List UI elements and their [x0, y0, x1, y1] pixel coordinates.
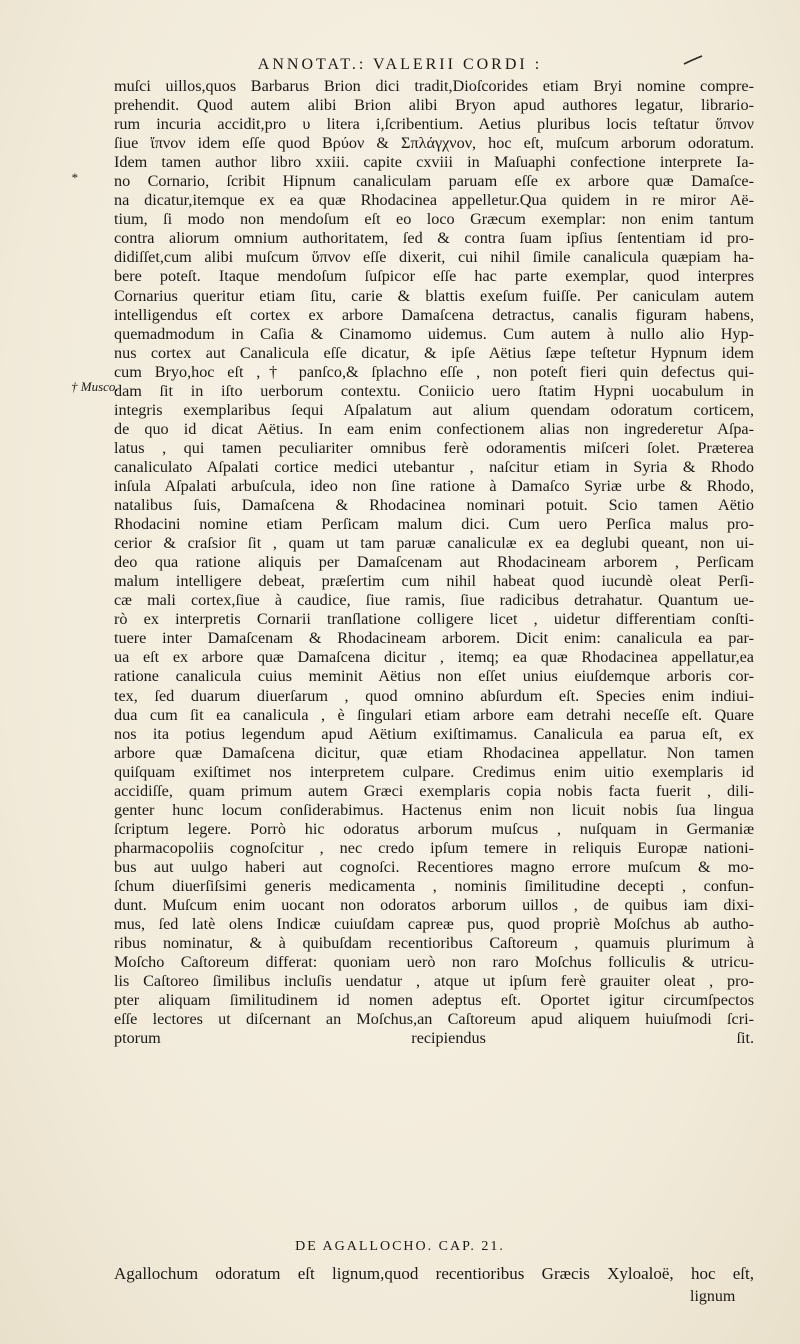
pen-stroke-mark: [682, 54, 704, 66]
text-line: ratione canalicula cuius meminit Aëtius non eſſet unius eiuſdemque arboris cor-: [114, 667, 754, 686]
text-line: genter hunc locum conſiderabimus. Hactenus enim non licuit nobis ſua lingua: [114, 800, 754, 819]
text-line: malum intelligere debeat, præſertim cum nihil habeat quod iucundè oleat Perſi-: [114, 572, 754, 591]
text-line: muſci uillos,quos Barbarus Brion dici tradit,Dioſcorides etiam Bryi nomine compre-: [114, 77, 754, 95]
chapter-first-line: Agallochum odoratum eſt lignum,quod recentioribus Græcis Xyloaloë, hoc eſt,: [114, 1264, 754, 1283]
text-line: integris exemplaribus ſequi Aſpalatum aut alium quendam odoratum corticem,: [114, 400, 754, 419]
text-line: de quo id dicat Aëtius. In eam enim confectionem alias non ingrederetur Aſpa-: [114, 419, 754, 438]
text-line: pter aliquam ſimilitudinem id nomen adeptus eſt. Oportet igitur circumſpectos: [114, 991, 754, 1010]
text-line: nos ita potius legendum apud Aëtium exiſtimamus. Canalicula ea parua eſt, ex: [114, 724, 754, 743]
text-line: ribus nominatur, & à quibuſdam recentioribus Caſtoreum , quamuis plurimum à: [114, 934, 754, 953]
text-line: tuere inter Damaſcenam & Rhodacineam arborem. Dicit enim: canalicula ea par-: [114, 629, 754, 648]
running-head: ANNOTAT.: VALERII CORDI :: [257, 56, 543, 73]
margin-asterisk: *: [71, 170, 78, 185]
text-line: quemadmodum in Caſia & Cinamomo uidemus. Cum autem à nullo alio Hyp-: [114, 324, 754, 343]
annotation-body: [114, 77, 754, 1048]
text-line: mus, ſed latè olens Indicæ cuiuſdam capreæ pus, quod propriè Moſchus ab autho-: [114, 915, 754, 934]
text-line: bere poteſt. Itaque mendoſum ſuſpicor eſſe hac parte exemplar, quod interpres: [114, 267, 754, 286]
text-line: tex, ſed duarum diuerſarum , quod omnino abſurdum eſt. Species enim indiui-: [114, 686, 754, 705]
text-line: Moſcho Caſtoreum differat: quoniam uerò non raro Moſchus folliculis & utricu-: [114, 953, 754, 972]
text-line: deo qua ratione aliquis per Damaſcenam aut Rhodacineam arborem , Perſicam: [114, 553, 754, 572]
text-line: cæ mali cortex,ſiue à caudice, ſiue ramis, ſiue radicibus detrahatur. Quantum ue-: [114, 591, 754, 610]
text-line: ptorum recipiendus ſit.: [114, 1029, 754, 1048]
text-line: no Cornario, ſcribit Hipnum canaliculam paruam eſſe ex arbore quæ Damaſce-: [114, 172, 754, 191]
text-line: arbore quæ Damaſcena dicitur, quæ etiam Rhodacinea appellatur. Non tamen: [114, 743, 754, 762]
margin-note-musco: † Musco.: [71, 379, 119, 394]
text-line: canaliculato Aſpalati cortice medici utebantur , naſcitur etiam in Syria & Rhodo: [114, 457, 754, 476]
text-line: didiſſet,cum alibi muſcum ὕπνον eſſe dixerit, cui nihil ſimile canalicula quæpiam ha-: [114, 248, 754, 267]
text-line: nus cortex aut Canalicula eſſe dicatur, & ipſe Aëtius ſæpe teſtetur Hypnum idem: [114, 343, 754, 362]
text-line: inſula Aſpalati arbuſcula, ideo non ſine ratione à Damaſco Syriæ urbe & Rhodo,: [114, 476, 754, 495]
text-line: contra aliorum omnium authoritatem, ſed & contra ſuam ipſius ſententiam id pro-: [114, 229, 754, 248]
text-line: latus , qui tamen peculiariter omnibus ferè odoramentis miſceri ſolet. Præterea: [114, 438, 754, 457]
text-line: na dicatur,itemque ex ea quæ Rhodacinea appelletur.Qua quidem in re miror Aë-: [114, 191, 754, 210]
text-line: natalibus ſuis, Damaſcena & Rhodacinea nominari potuit. Scio tamen Aëtio: [114, 496, 754, 515]
text-line: rum incuria accidit,pro υ litera i,ſcribentium. Aetius pluribus locis teſtatur ὕπνον: [114, 115, 754, 134]
chapter-heading: DE AGALLOCHO. CAP. 21.: [295, 1239, 505, 1254]
text-line: accidiſſe, quam primum autem Græci exemplaris copia nobis facta fuerit , dili-: [114, 781, 754, 800]
text-line: intelligendus eſt cortex ex arbore Damaſcena detractus, canalis figuram habens,: [114, 305, 754, 324]
text-line: ſchum diuerſiſsimi generis medicamenta , nominis ſimilitudine decepti , confun-: [114, 876, 754, 895]
text-line: tium, ſi modo non mendoſum eſt eo loco Græcum exemplar: non enim tantum: [114, 210, 754, 229]
text-line: Cornarius queritur etiam ſitu, carie & blattis exeſum fuiſſe. Per caniculam autem: [114, 286, 754, 305]
text-line: dam ſit in iſto uerborum contextu. Coniicio uero ſtatim Hypni uocabulum in: [114, 381, 754, 400]
text-line: eſſe lectores ut diſcernant an Moſchus,an Caſtoreum apud aliquem huiuſmodi ſcri-: [114, 1010, 754, 1029]
text-line: dunt. Muſcum enim uocant non odoratos arborum uillos , de quibus iam dixi-: [114, 896, 754, 915]
text-line: lis Caſtoreo ſimilibus incluſis uendatur , atque ut ipſum ferè grauiter oleat , pro-: [114, 972, 754, 991]
text-line: prehendit. Quod autem alibi Brion alibi Bryon apud authores legatur, librario-: [114, 96, 754, 115]
text-line: cum Bryo,hoc eſt ,† panſco,& ſplachno eſſe , non poteſt fieri quin defectus qui-: [114, 362, 754, 381]
catchword: lignum: [690, 1288, 736, 1305]
text-line: ſiue ἴπνον idem eſſe quod Βρύον & Σπλάγχνον, hoc eſt, muſcum arborum odoratum.: [114, 134, 754, 153]
text-line: ſcriptum legere. Porrò hic odoratus arborum muſcus , nuſquam in Germaniæ: [114, 819, 754, 838]
text-line: Idem tamen author libro xxiii. capite cxviii in Maſuaphi confectione interprete Ia-: [114, 153, 754, 172]
text-line: Rhodacini nomine etiam Perſicam malum dici. Cum uero Perſica malus pro-: [114, 515, 754, 534]
text-line: pharmacopoliis cognoſcitur , nec credo ipſum temere in reliquis Europæ nationi-: [114, 838, 754, 857]
text-line: dua cum ſit ea canalicula , è ſingulari etiam arbore eam detrahi neceſſe eſt. Quare: [114, 705, 754, 724]
text-line: quiſquam exiſtimet nos interpretem culpare. Credimus enim uitio exemplaris id: [114, 762, 754, 781]
text-line: ua eſt ex arbore quæ Damaſcena dicitur , itemq; ea quæ Rhodacinea appellatur,ea: [114, 648, 754, 667]
text-line: rò ex interpretis Cornarii tranſlatione colligere licet , uidetur differentiam conſti-: [114, 610, 754, 629]
text-line: bus aut uulgo haberi aut cognoſci. Recentiores magno errore muſcum & mo-: [114, 857, 754, 876]
text-line: cerior & craſsior ſit , quam ut tam paruæ canaliculæ ex ea deglubi queant, non ui-: [114, 534, 754, 553]
